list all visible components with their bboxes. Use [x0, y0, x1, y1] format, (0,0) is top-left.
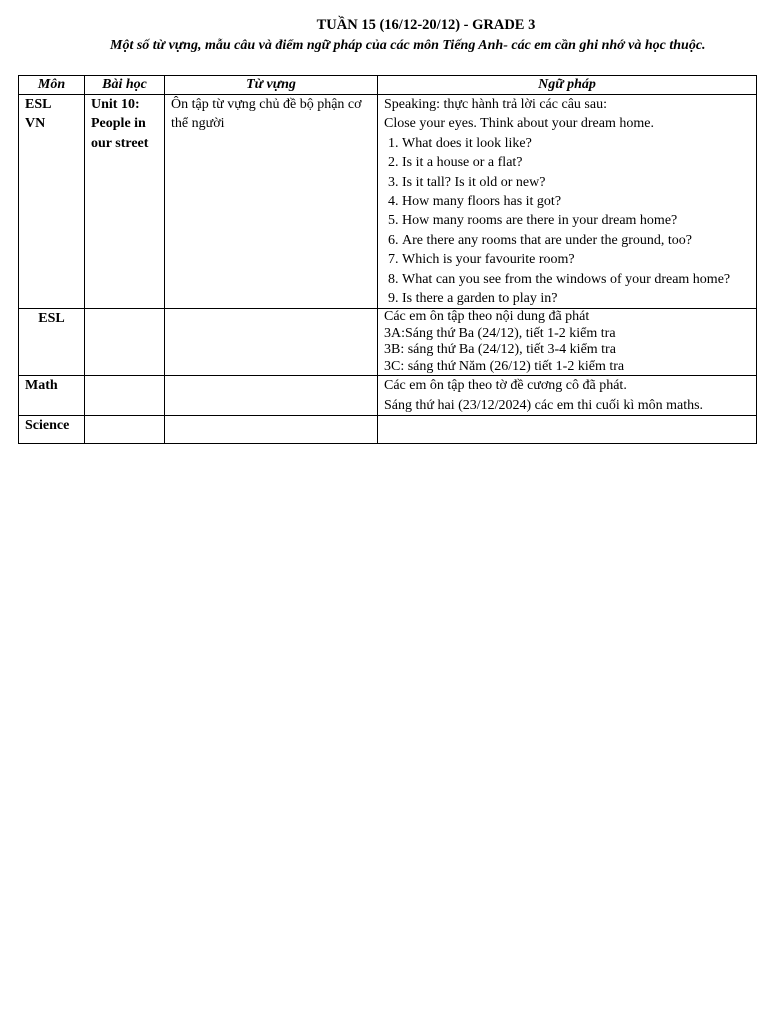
column-header-subject: Môn: [19, 76, 85, 95]
vocabulary-cell: Ôn tập từ vựng chủ đề bộ phận cơ thể người: [165, 95, 378, 309]
page-subtitle: Một số từ vựng, mẫu câu và điểm ngữ pháp của các môn Tiếng Anh- các em cần ghi nhớ và học thuộc.: [110, 38, 706, 53]
question-item: 8. What can you see from the windows of your dream home?: [402, 270, 750, 289]
question-item: 2. Is it a house or a flat?: [402, 153, 750, 172]
grammar-cell: [378, 376, 757, 416]
vocabulary-cell: [165, 309, 378, 376]
grammar-cell: [378, 416, 757, 444]
grammar-cell: [378, 309, 757, 376]
grammar-line: Các em ôn tập theo tờ đề cương cô đã phát.: [384, 378, 627, 394]
grammar-intro: Speaking: thực hành trả lời các câu sau:: [384, 97, 607, 112]
question-item: 5. How many rooms are there in your dream home?: [402, 211, 750, 230]
table-header-row: [19, 76, 757, 95]
lesson-cell: [85, 416, 165, 444]
schedule-table: [18, 75, 757, 444]
table-row: [19, 309, 757, 376]
table-row: [19, 416, 757, 444]
table-row: [19, 95, 757, 309]
question-item: 4. How many floors has it got?: [402, 192, 750, 211]
question-item: 3. Is it tall? Is it old or new?: [402, 173, 750, 192]
column-header-grammar: Ngữ pháp: [378, 76, 757, 95]
column-header-vocabulary: Từ vựng: [165, 76, 378, 95]
grammar-line: Các em ôn tập theo nội dung đã phát: [384, 309, 590, 325]
page-title: TUẦN 15 (16/12-20/12) - GRADE 3: [316, 17, 536, 33]
grammar-line: 3B: sáng thứ Ba (24/12), tiết 3-4 kiểm tra: [384, 342, 616, 358]
question-item: 9. Is there a garden to play in?: [402, 289, 750, 308]
grammar-prompt: Close your eyes. Think about your dream home.: [384, 116, 654, 132]
lesson-cell: [85, 376, 165, 416]
subject-cell: ESL: [19, 309, 85, 376]
subject-cell: Science: [19, 416, 85, 444]
question-item: 7. Which is your favourite room?: [402, 250, 750, 269]
subject-label: ESL: [25, 97, 52, 112]
question-item: 1. What does it look like?: [402, 134, 750, 153]
question-item: 6. Are there any rooms that are under the ground, too?: [402, 231, 750, 250]
table-row: [19, 376, 757, 416]
grammar-line: 3A:Sáng thứ Ba (24/12), tiết 1-2 kiểm tra: [384, 325, 616, 341]
grammar-line: Sáng thứ hai (23/12/2024) các em thi cuối kì môn maths.: [384, 397, 704, 413]
lesson-cell: [85, 309, 165, 376]
subject-cell: Math: [19, 376, 85, 416]
vocabulary-cell: [165, 416, 378, 444]
vocabulary-cell: [165, 376, 378, 416]
subject-label-suffix: VN: [25, 116, 46, 132]
question-list: [384, 134, 750, 309]
column-header-lesson: Bài học: [85, 76, 165, 95]
grammar-line: 3C: sáng thứ Năm (26/12) tiết 1-2 kiểm tra: [384, 358, 625, 374]
lesson-cell: Unit 10: People in our street: [85, 95, 165, 309]
subject-cell: [19, 95, 85, 309]
grammar-cell: [378, 95, 757, 309]
